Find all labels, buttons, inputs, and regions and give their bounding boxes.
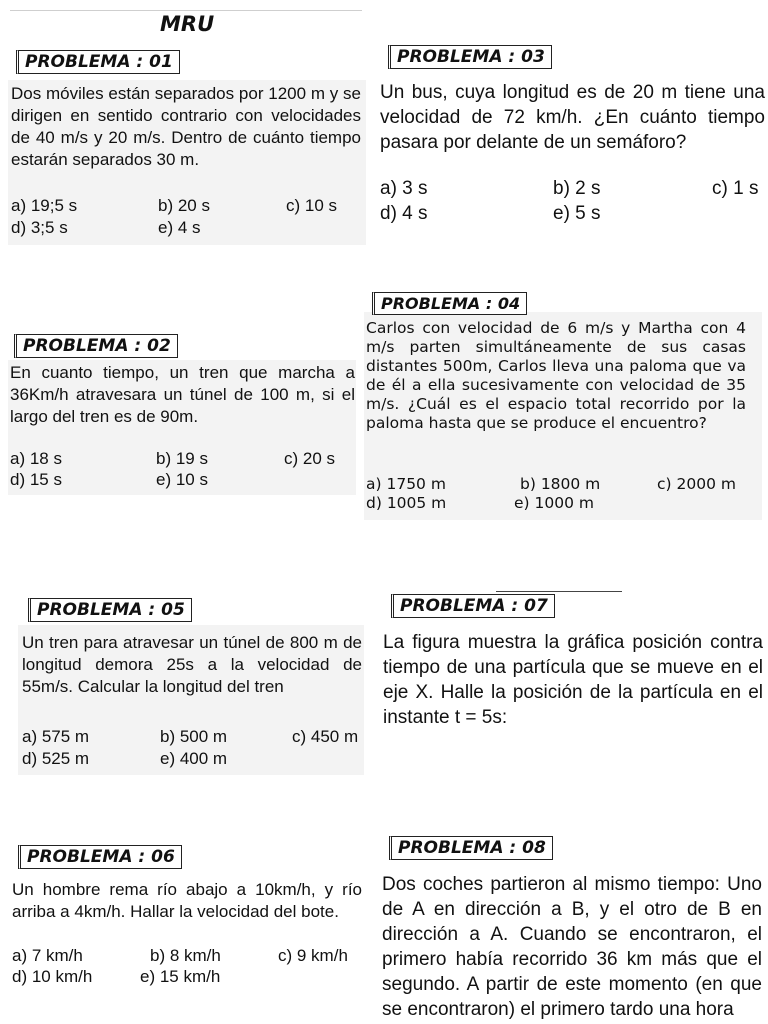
problem-04-option-d: d) 1005 m — [366, 494, 447, 512]
problem-03-option-b: b) 2 s — [553, 178, 601, 199]
problem-07-rule — [496, 591, 622, 592]
problem-06-label: PROBLEMA : 06 — [18, 845, 182, 869]
problem-03-option-c: c) 1 s — [712, 178, 759, 199]
problem-04-option-e: e) 1000 m — [514, 494, 594, 512]
problem-01-option-e: e) 4 s — [158, 218, 201, 237]
problem-04-option-a: a) 1750 m — [366, 475, 446, 493]
problem-05-option-e: e) 400 m — [160, 749, 228, 768]
problem-07-label: PROBLEMA : 07 — [391, 594, 555, 618]
problem-05-option-d: d) 525 m — [22, 749, 90, 768]
problem-01-option-d: d) 3;5 s — [11, 218, 68, 237]
problem-02-option-c: c) 20 s — [284, 449, 336, 468]
problem-04-label: PROBLEMA : 04 — [372, 292, 527, 315]
problem-08-label: PROBLEMA : 08 — [389, 836, 553, 860]
problem-02-option-a: a) 18 s — [10, 449, 62, 468]
problem-05-label: PROBLEMA : 05 — [28, 598, 192, 622]
problem-02-option-e: e) 10 s — [156, 470, 208, 489]
problem-06-option-b: b) 8 km/h — [150, 946, 221, 965]
problem-02-text: En cuanto tiempo, un tren que marcha a 36Km/h atravesara un túnel de 100 m, si el largo del tren es de 90m. — [10, 363, 355, 426]
problem-05-option-a: a) 575 m — [22, 727, 90, 746]
page-title: MRU — [160, 12, 215, 36]
problem-07-text: La figura muestra la gráfica posición contra tiempo de una partícula que se mueve en el eje X. Halle la posición de la partícula en el instante t = 5s: — [383, 632, 763, 728]
problem-05-option-b: b) 500 m — [160, 727, 228, 746]
problem-06-option-a: a) 7 km/h — [12, 946, 83, 965]
problem-02-label: PROBLEMA : 02 — [14, 334, 178, 358]
problem-05-text: Un tren para atravesar un túnel de 800 m de longitud demora 25s a la velocidad de 55m/s. Calcular la longitud del tren — [22, 633, 362, 696]
problem-01-option-b: b) 20 s — [158, 196, 210, 215]
problem-01-label: PROBLEMA : 01 — [16, 50, 180, 74]
problem-02-option-d: d) 15 s — [10, 470, 62, 489]
top-rule — [10, 10, 362, 11]
problem-01-option-c: c) 10 s — [286, 196, 338, 215]
problem-06-text: Un hombre rema río abajo a 10km/h, y río arriba a 4km/h. Hallar la velocidad del bote. — [12, 880, 362, 921]
problem-02-option-b: b) 19 s — [156, 449, 208, 468]
problem-06-option-d: d) 10 km/h — [12, 967, 93, 986]
problem-05-option-c: c) 450 m — [292, 727, 359, 746]
problem-04-option-c: c) 2000 m — [657, 475, 736, 493]
problem-01-text: Dos móviles están separados por 1200 m y se dirigen en sentido contrario con velocidades de 40 m/s y 20 m/s. Dentro de cuánto tiempo estarán separados 30 m. — [11, 84, 361, 169]
problem-04-text: Carlos con velocidad de 6 m/s y Martha con 4 m/s parten simultáneamente de sus casas distantes 500m, Carlos lleva una paloma que va de él a ella sucesivamente con velocidad de 35 m/s. ¿Cuál es el espacio total recorrido por la paloma hasta que se produce el encuentro? — [366, 319, 746, 432]
problem-03-text: Un bus, cuya longitud es de 20 m tiene una velocidad de 72 km/h. ¿En cuánto tiempo pasara por delante de un semáforo? — [380, 82, 765, 153]
problem-08-text: Dos coches partieron al mismo tiempo: Uno de A en dirección a B, y el otro de B en dirección a A. Cuando se encontraron, el primero había recorrido 36 km más que el segundo. A partir de este momento (en que se encontraron) el primero tardo una hora — [382, 874, 762, 1020]
problem-01-option-a: a) 19;5 s — [11, 196, 78, 215]
problem-03-option-d: d) 4 s — [380, 203, 428, 224]
problem-03-label: PROBLEMA : 03 — [388, 45, 552, 69]
problem-06-option-c: c) 9 km/h — [278, 946, 348, 965]
problem-03-option-e: e) 5 s — [553, 203, 601, 224]
problem-04-option-b: b) 1800 m — [520, 475, 601, 493]
problem-03-option-a: a) 3 s — [380, 178, 428, 199]
problem-06-option-e: e) 15 km/h — [140, 967, 221, 986]
